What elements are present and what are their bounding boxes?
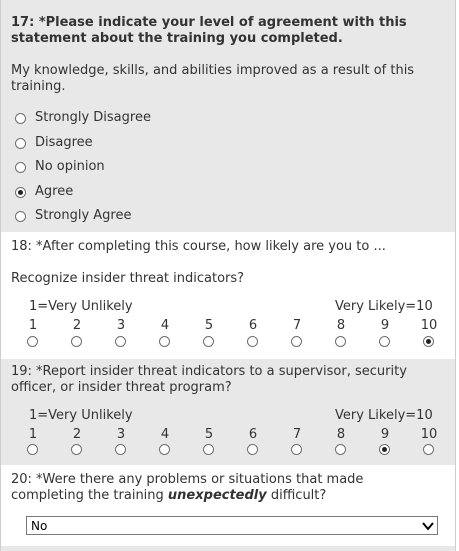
question-19-radio-8[interactable] <box>335 444 346 455</box>
question-18-radio-6[interactable] <box>247 336 258 347</box>
question-17-option-label-1: Strongly Disagree <box>35 110 151 125</box>
question-18-radio-10[interactable] <box>423 336 434 347</box>
question-17 <box>1 0 455 232</box>
question-17-option-label-3: No opinion <box>35 159 105 174</box>
question-18-scale-number: 7 <box>292 318 302 333</box>
question-17-option-label-5: Strongly Agree <box>35 208 132 223</box>
question-18-scale-number: 1 <box>28 318 38 333</box>
question-18-scale-number: 6 <box>248 318 258 333</box>
question-17-option-label-2: Disagree <box>35 134 93 150</box>
question-18-scale-number: 4 <box>160 318 170 333</box>
question-20-title-pre: completing the training <box>11 488 168 503</box>
question-18-radio-7[interactable] <box>291 336 302 347</box>
question-17-title-line2: statement about the training you completed. <box>11 31 343 46</box>
question-19-radio-9[interactable] <box>379 444 390 455</box>
question-17-statement-line1: My knowledge, skills, and abilities improved as a result of this <box>11 63 415 78</box>
question-18-radio-1[interactable] <box>27 336 38 347</box>
question-19-scale-number: 1 <box>28 427 38 442</box>
question-18-scale-number: 5 <box>204 318 214 333</box>
question-18-scale-number: 3 <box>116 318 126 333</box>
next-section-edge <box>1 546 455 551</box>
question-19-scale-number: 4 <box>160 427 170 442</box>
question-17-radio-1[interactable] <box>15 113 26 124</box>
question-17-option-label-4: Agree <box>35 183 74 199</box>
question-18-low-label: 1=Very Unlikely <box>29 299 133 314</box>
question-18-radio-2[interactable] <box>71 336 82 347</box>
question-19-radio-7[interactable] <box>291 444 302 455</box>
question-19-scale-number: 6 <box>248 427 258 442</box>
question-19-high-label: Very Likely=10 <box>335 408 433 423</box>
question-19-low-label: 1=Very Unlikely <box>29 408 133 423</box>
chevron-down-icon <box>421 519 435 533</box>
question-20-title-post: difficult? <box>266 488 327 503</box>
question-19-radio-3[interactable] <box>115 444 126 455</box>
question-19-scale-number: 2 <box>72 427 82 442</box>
question-19-title-line1: 19: *Report insider threat indicators to a supervisor, security <box>11 364 407 379</box>
question-17-title-line1: 17: *Please indicate your level of agreement with this <box>11 15 407 30</box>
question-19-radio-6[interactable] <box>247 444 258 455</box>
question-18 <box>1 233 455 358</box>
question-18-high-label: Very Likely=10 <box>335 299 433 314</box>
question-18-subtitle: Recognize insider threat indicators? <box>11 271 245 286</box>
question-18-scale-number: 9 <box>380 318 390 333</box>
question-19-scale-number: 10 <box>420 427 438 442</box>
question-19-radio-2[interactable] <box>71 444 82 455</box>
question-18-radio-3[interactable] <box>115 336 126 347</box>
question-20-title-line1: 20: *Were there any problems or situations that made <box>11 472 364 487</box>
question-20-select[interactable] <box>26 516 438 535</box>
question-18-scale-number: 8 <box>336 318 346 333</box>
question-19-scale-number: 7 <box>292 427 302 442</box>
question-19-scale-number: 8 <box>336 427 346 442</box>
question-19 <box>1 359 455 465</box>
question-19-scale-number: 5 <box>204 427 214 442</box>
question-18-scale-number: 2 <box>72 318 82 333</box>
question-17-radio-2[interactable] <box>15 138 26 149</box>
question-19-radio-4[interactable] <box>159 444 170 455</box>
question-20-title-emphasis: unexpectedly <box>167 488 267 503</box>
question-19-scale-number: 9 <box>380 427 390 442</box>
question-19-scale-number: 3 <box>116 427 126 442</box>
question-17-statement-line2: training. <box>11 79 66 94</box>
question-17-radio-4[interactable] <box>15 187 26 198</box>
question-20-title-line2 <box>11 488 326 504</box>
question-18-radio-9[interactable] <box>379 336 390 347</box>
question-18-radio-5[interactable] <box>203 336 214 347</box>
question-17-radio-5[interactable] <box>15 211 26 222</box>
question-18-title: 18: *After completing this course, how likely are you to ... <box>11 239 386 254</box>
question-19-title-line2: officer, or insider threat program? <box>11 380 232 395</box>
question-19-radio-5[interactable] <box>203 444 214 455</box>
question-18-radio-4[interactable] <box>159 336 170 347</box>
question-17-radio-3[interactable] <box>15 162 26 173</box>
question-19-radio-10[interactable] <box>423 444 434 455</box>
question-19-radio-1[interactable] <box>27 444 38 455</box>
question-18-radio-8[interactable] <box>335 336 346 347</box>
question-18-scale-number: 10 <box>420 318 438 333</box>
question-20-select-value: No <box>31 519 48 533</box>
